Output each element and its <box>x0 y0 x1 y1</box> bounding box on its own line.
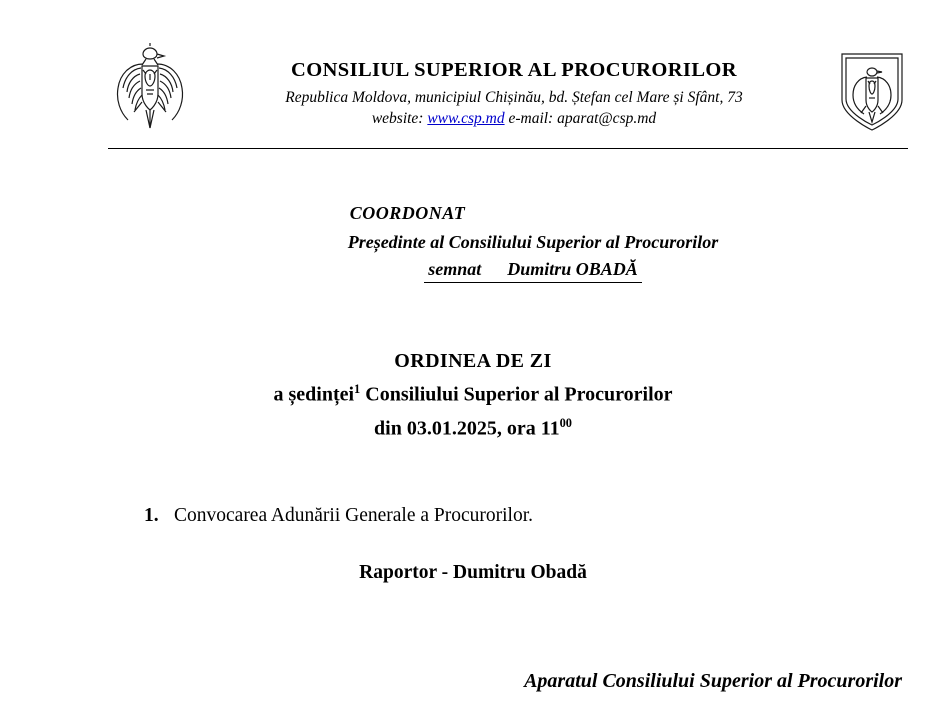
meeting-time-minutes: 00 <box>559 415 572 430</box>
subtitle-prefix: a ședinței <box>273 383 355 406</box>
header-divider <box>108 148 908 149</box>
signed-label: semnat <box>428 259 482 279</box>
moldova-eagle-coat-of-arms-icon <box>108 42 192 134</box>
agenda-item-number: 1. <box>144 505 159 526</box>
website-link[interactable]: www.csp.md <box>427 109 505 127</box>
organization-contact <box>192 109 836 128</box>
agenda-reporter: Raportor - Dumitru Obadă <box>359 562 587 583</box>
document-title-block <box>0 350 946 440</box>
subtitle-suffix: Consiliului Superior al Procurorilor <box>360 383 673 406</box>
footnote-marker: 1 <box>354 382 361 396</box>
list-item <box>144 505 904 527</box>
agenda-item-text: Convocarea Adunării Generale a Procurorilor. <box>174 505 533 526</box>
page-title: ORDINEA DE ZI <box>394 350 552 372</box>
coordination-role: Președinte al Consiliului Superior al Procurorilor <box>347 232 719 252</box>
title-subtitle <box>0 382 946 407</box>
organization-address: Republica Moldova, municipiul Chișinău, bd. Ștefan cel Mare și Sfânt, 73 <box>285 88 743 106</box>
email-text: e-mail: aparat@csp.md <box>508 109 657 127</box>
document-footer: Aparatul Consiliului Superior al Procurorilor <box>524 670 902 692</box>
meeting-date-text: din 03.01.2025, ora 11 <box>374 417 560 440</box>
organization-title: CONSILIUL SUPERIOR AL PROCURORILOR <box>291 59 737 81</box>
coordination-label: COORDONAT <box>349 203 466 223</box>
csp-shield-emblem-icon <box>836 50 908 134</box>
agenda-list <box>144 505 904 527</box>
signer-name: Dumitru OBADĂ <box>507 259 638 279</box>
meeting-date <box>0 416 946 441</box>
signature-line <box>424 259 642 283</box>
document-header <box>108 42 908 134</box>
website-label: website: <box>371 109 424 127</box>
header-text-block <box>192 42 836 128</box>
coordination-block <box>0 203 946 283</box>
